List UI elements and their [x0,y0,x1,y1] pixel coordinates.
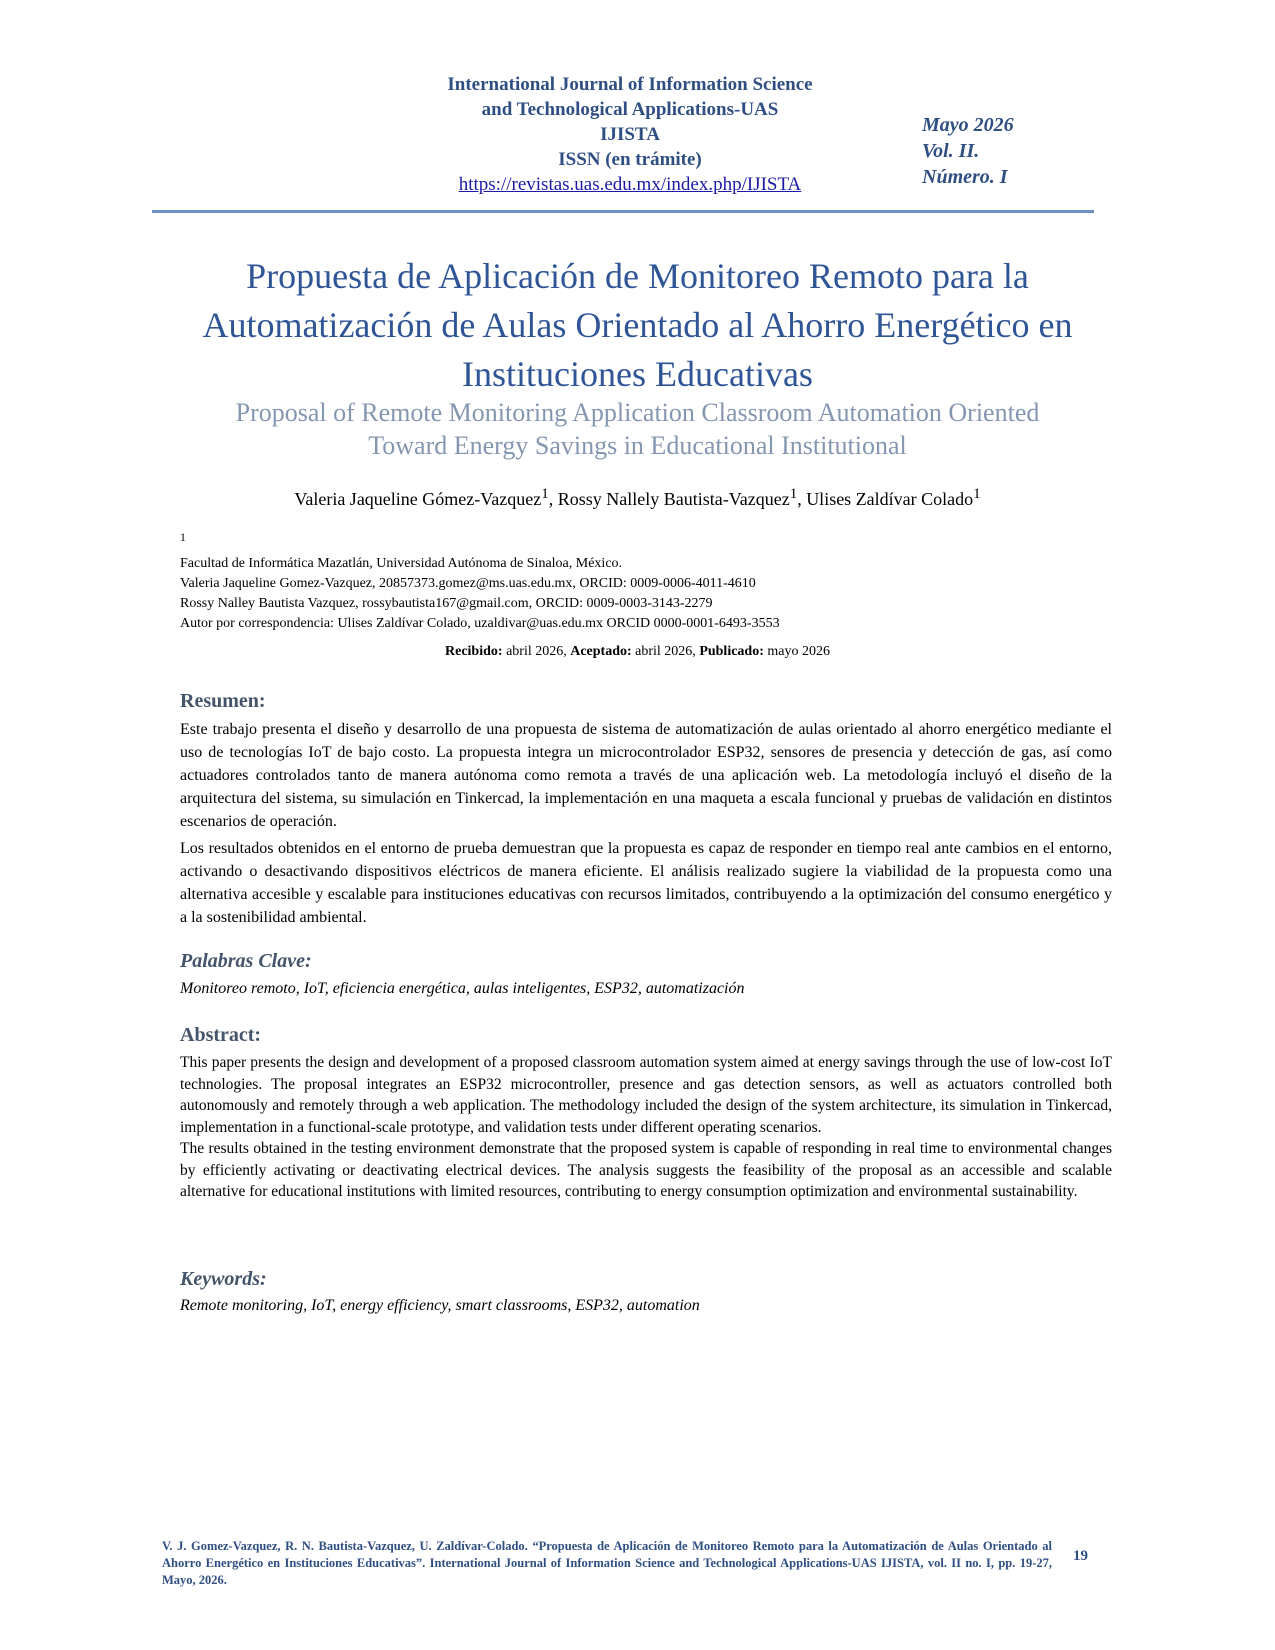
page-number: 19 [1073,1548,1088,1564]
journal-acronym: IJISTA [600,124,660,145]
title-line: Propuesta de Aplicación de Monitoreo Remoto para la [246,256,1029,296]
received-value: abril 2026, [502,644,571,659]
header-divider [152,210,1094,213]
palabras-clave-text: Monitoreo remoto, IoT, eficiencia energética, aulas inteligentes, ESP32, automatización [180,980,745,997]
citation-footer: V. J. Gomez-Vazquez, R. N. Bautista-Vazquez, U. Zaldívar-Colado. “Propuesta de Aplicación de Monitoreo Remoto para la Automatización de Aulas Orientado al Ahorro Energético en Instituciones Educativas”. International Journal of Information Science and Technological Applications-UAS IJISTA, vol. II no. I, pp. 19-27, Mayo, 2026. [162,1539,1052,1587]
affiliation-institution [180,528,780,574]
journal-header [340,72,920,197]
accepted-label: Aceptado: [570,644,632,659]
journal-url-link[interactable]: https://revistas.uas.edu.mx/index.php/IJISTA [458,174,802,195]
paper-subtitle [150,396,1125,462]
resumen-paragraph: Los resultados obtenidos en el entorno de prueba demuestran que la propuesta es capaz de responder en tiempo real ante cambios en el entorno, activando o desactivando dispositivos eléctricos de manera eficiente. El análisis realizado sugiere la viabilidad de la propuesta como una alternativa accesible y escalable para instituciones educativas con recursos limitados, contribuyendo a la optimización del consumo energético y a la sostenibilidad ambiental. [180,840,1112,926]
author-separator: , [797,489,807,509]
resumen-body [180,718,1112,933]
keywords-heading: Keywords: [180,1268,267,1290]
palabras-clave-heading: Palabras Clave: [180,950,312,972]
institution-text: Facultad de Informática Mazatlán, Universidad Autónoma de Sinaloa, México. [180,555,623,571]
publication-dates [150,644,1125,660]
published-label: Publicado: [699,644,764,659]
affiliations [180,528,780,634]
keywords-text: Remote monitoring, IoT, energy efficiency, smart classrooms, ESP32, automation [180,1297,700,1314]
abstract-body [180,1052,1112,1203]
author-list [150,486,1125,510]
paper-title [150,252,1125,399]
author-contact: Valeria Jaqueline Gomez-Vazquez, 20857373.gomez@ms.uas.edu.mx, ORCID: 0009-0006-4011-4610 [180,575,756,591]
title-line: Automatización de Aulas Orientado al Ahorro Energético en [202,305,1073,345]
author-name: Valeria Jaqueline Gómez-Vazquez [294,489,542,509]
accepted-value: abril 2026, [631,644,700,659]
issue-volume: Vol. II. [922,140,980,162]
author-contact: Rossy Nalley Bautista Vazquez, rossybautista167@gmail.com, ORCID: 0009-0003-3143-2279 [180,595,713,611]
resumen-paragraph: Este trabajo presenta el diseño y desarrollo de una propuesta de sistema de automatización de aulas orientado al ahorro energético mediante el uso de tecnologías IoT de bajo costo. La propuesta integra un microcontrolador ESP32, sensores de presencia y detección de gas, así como actuadores controlados tanto de manera autónoma como remota a través de una aplicación web. La metodología incluyó el diseño de la arquitectura del sistema, su simulación en Tinkercad, la implementación en una maqueta a escala funcional y pruebas de validación en distintos escenarios de operación. [180,721,1112,830]
journal-issn: ISSN (en trámite) [558,149,702,170]
affiliation-marker: 1 [973,486,981,502]
corresponding-author: Autor por correspondencia: Ulises Zaldívar Colado, uzaldivar@uas.edu.mx ORCID 0000-0001-6493-3553 [180,615,780,631]
issue-info [922,112,1014,190]
subtitle-line: Proposal of Remote Monitoring Application Classroom Automation Oriented [235,398,1040,427]
issue-number: Número. I [922,166,1008,188]
author-name: Ulises Zaldívar Colado [806,489,974,509]
abstract-paragraph: This paper presents the design and development of a proposed classroom automation system aimed at energy savings through the use of low-cost IoT technologies. The proposal integrates an ESP32 microcontroller, presence and gas detection sensors, as well as actuators controlled both autonomously and remotely through a web application. The methodology included the design of the system architecture, its simulation in Tinkercad, implementation in a functional-scale prototype, and validation tests under different operating scenarios. [180,1054,1112,1136]
title-line: Instituciones Educativas [462,354,813,394]
issue-date: Mayo 2026 [922,114,1014,136]
author-separator: , [548,489,558,509]
author-name: Rossy Nallely Bautista-Vazquez [557,489,790,509]
abstract-heading: Abstract: [180,1024,262,1046]
resumen-heading: Resumen: [180,690,266,712]
abstract-paragraph: The results obtained in the testing environment demonstrate that the proposed system is capable of responding in real time to environmental changes by efficiently activating or deactivating electrical devices. The analysis suggests the feasibility of the proposal as an accessible and scalable alternative for educational institutions with limited resources, contributing to energy consumption optimization and environmental sustainability. [180,1140,1112,1200]
affiliation-marker: 1 [541,486,549,502]
subtitle-line: Toward Energy Savings in Educational Institutional [368,431,907,460]
journal-name-line2: and Technological Applications-UAS [481,99,779,120]
affiliation-marker: 1 [180,531,186,544]
journal-name-line1: International Journal of Information Science [447,74,813,95]
published-value: mayo 2026 [763,644,830,659]
affiliation-marker: 1 [789,486,798,502]
received-label: Recibido: [445,644,503,659]
